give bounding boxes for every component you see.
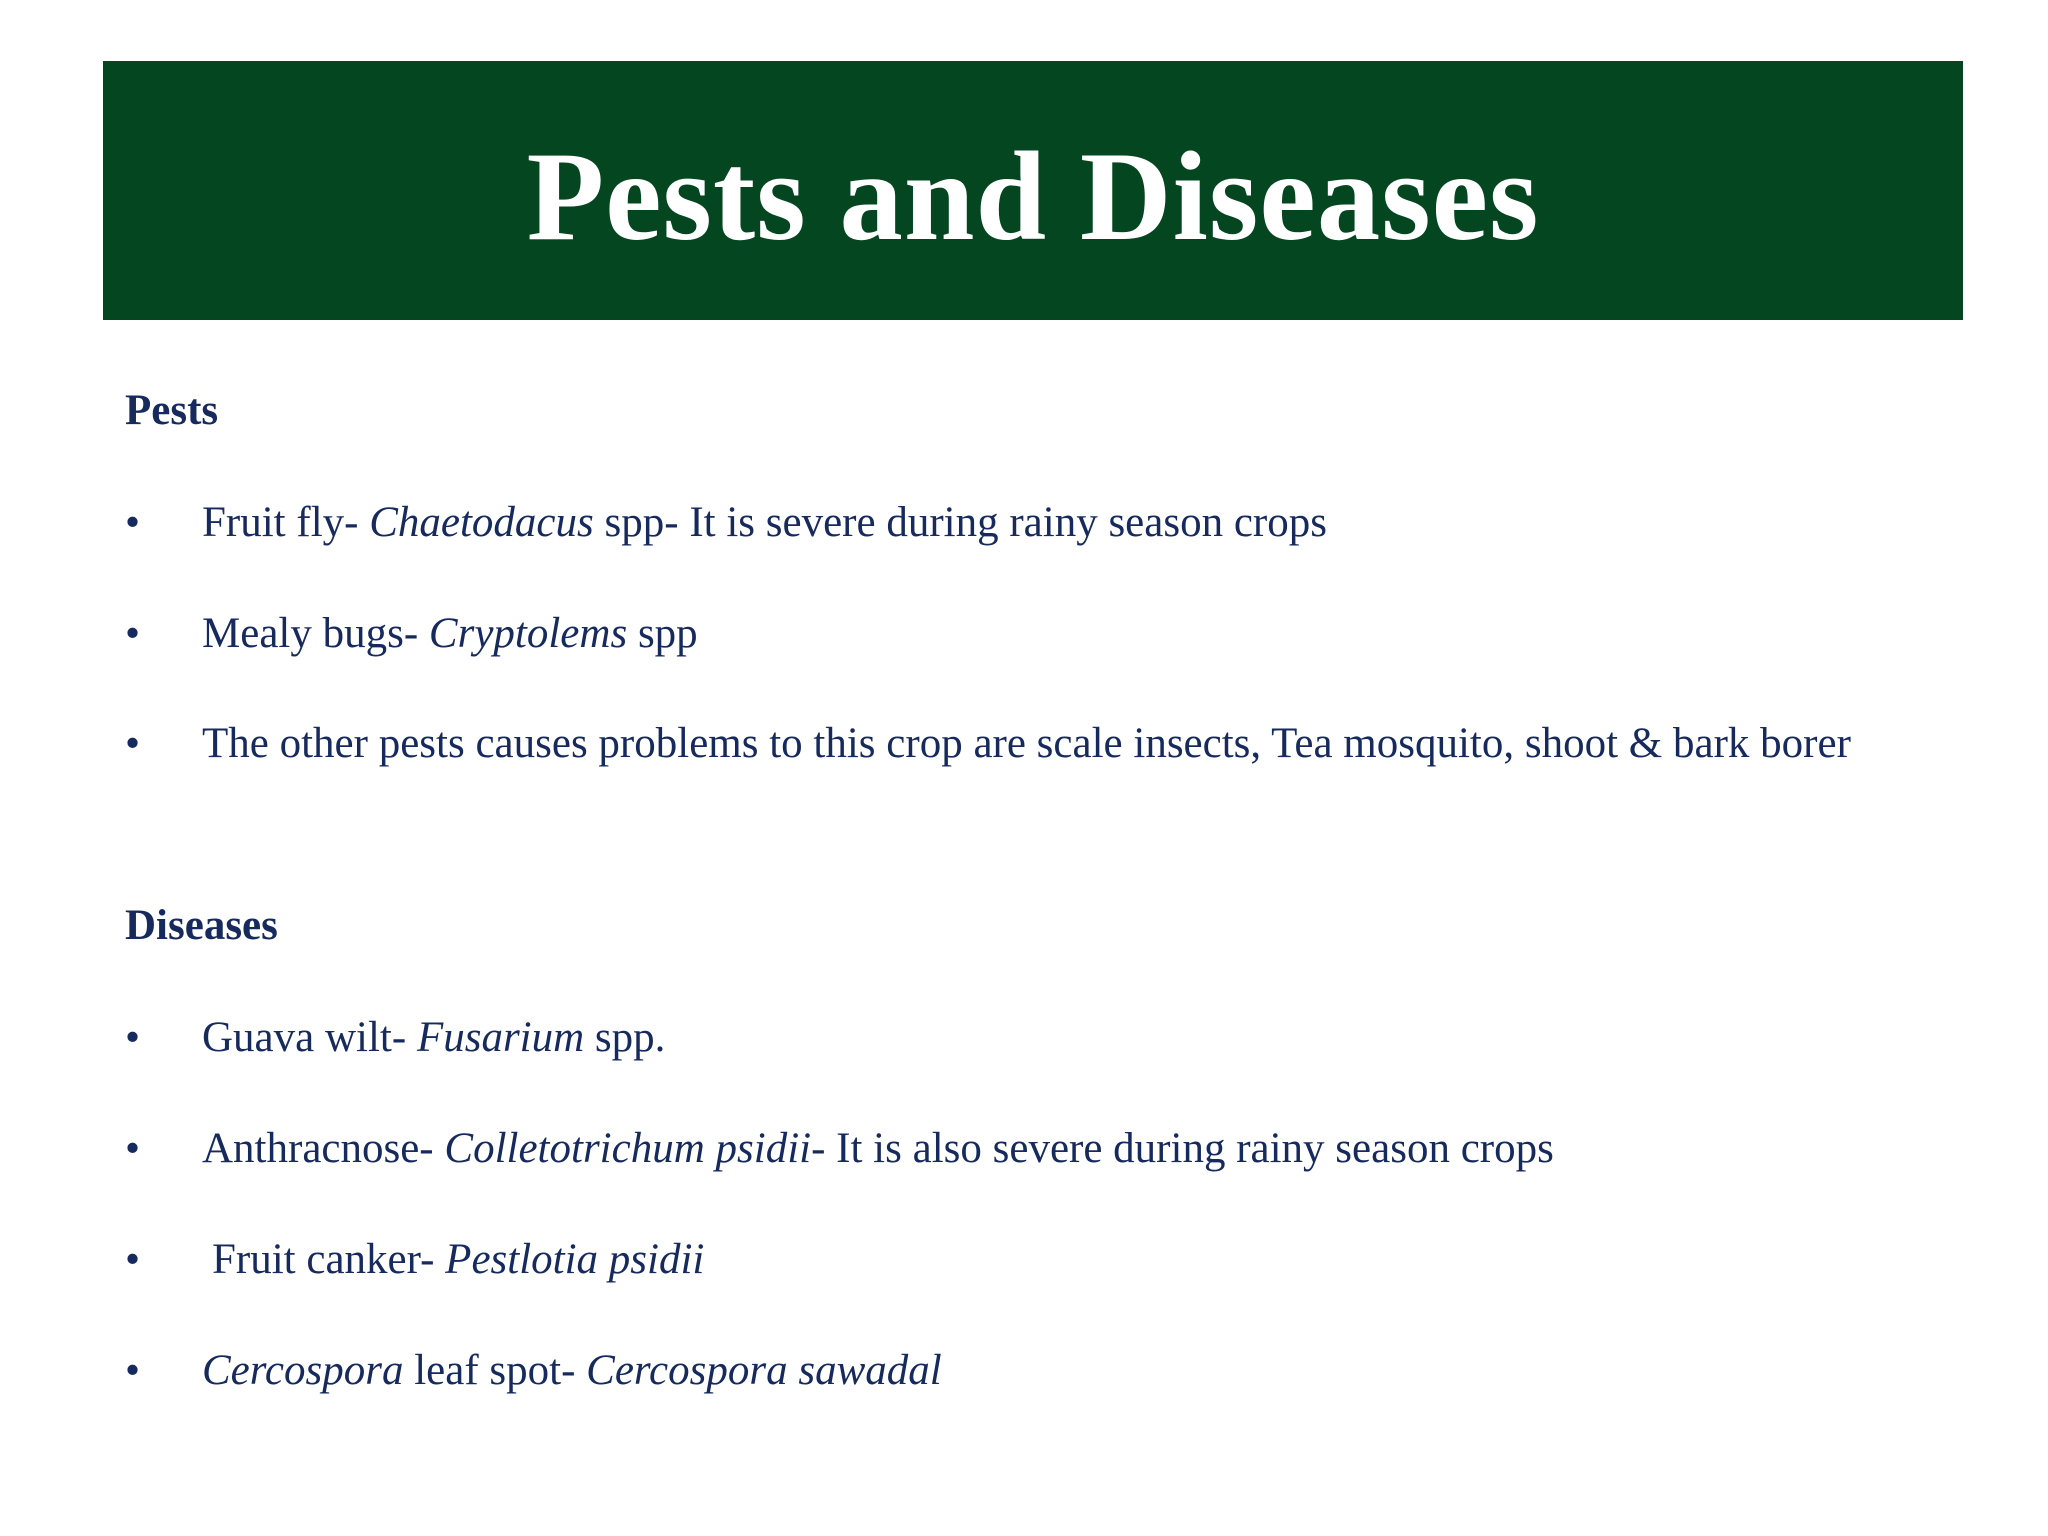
list-item-text: Fruit fly- Chaetodacus spp- It is severe during rainy season crops [202, 499, 1327, 546]
bullet-icon: • [125, 610, 141, 657]
bullet-icon: • [125, 1347, 141, 1394]
bullet-icon: • [125, 1236, 141, 1283]
title-banner [103, 61, 1963, 320]
list-item-text: Mealy bugs- Cryptolems spp [202, 610, 698, 657]
diseases-heading: Diseases [125, 902, 278, 949]
pests-heading: Pests [125, 387, 219, 434]
list-item-text: The other pests causes problems to this crop are scale insects, Tea mosquito, shoot & bark borer [202, 720, 1851, 767]
bullet-icon: • [125, 720, 141, 767]
bullet-icon: • [125, 1125, 141, 1172]
list-item-text: Guava wilt- Fusarium spp. [202, 1014, 666, 1061]
bullet-icon: • [125, 499, 141, 546]
list-item-text: Cercospora leaf spot- Cercospora sawadal [202, 1347, 942, 1394]
list-item-text: Fruit canker- Pestlotia psidii [212, 1236, 705, 1283]
slide-title: Pests and Diseases [526, 127, 1540, 267]
list-item-text: Anthracnose- Colletotrichum psidii- It is also severe during rainy season crops [202, 1125, 1554, 1172]
bullet-icon: • [125, 1014, 141, 1061]
